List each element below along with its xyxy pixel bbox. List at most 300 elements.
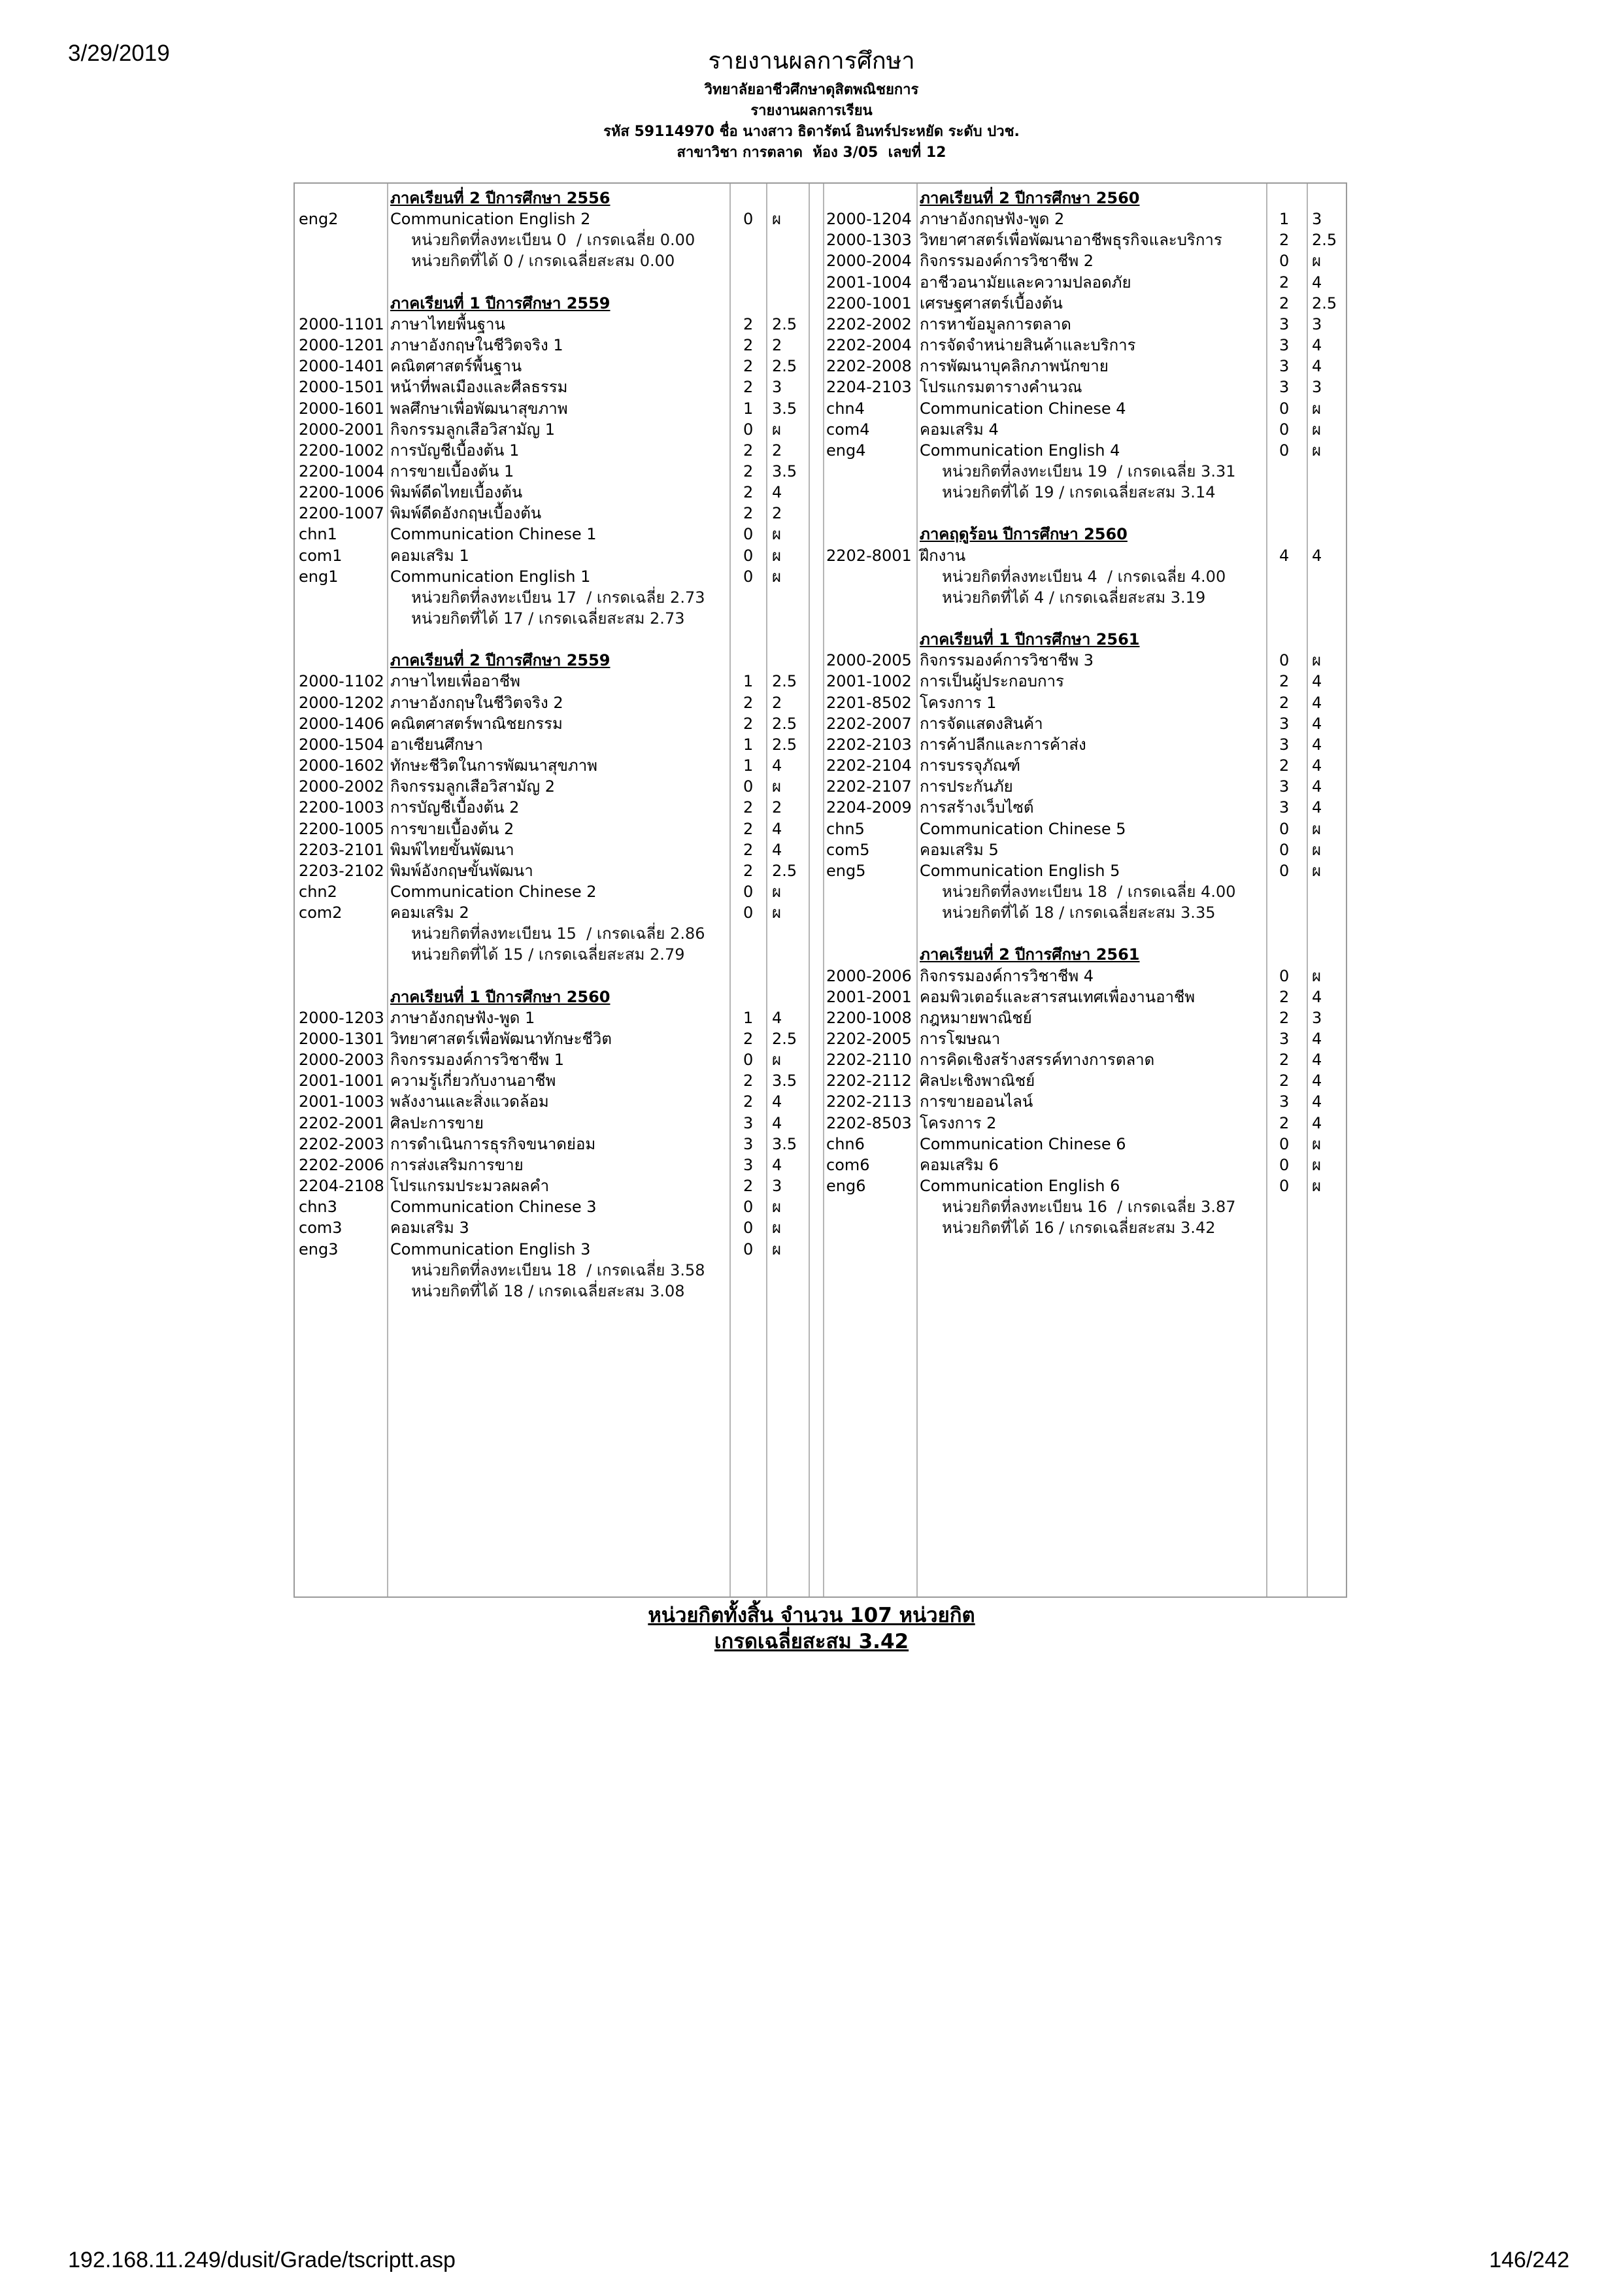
course-grade: 2 — [772, 441, 782, 460]
course-grade: ผ — [772, 210, 782, 229]
course-grade: ผ — [1312, 840, 1322, 859]
course-code: com3 — [299, 1219, 343, 1238]
column-divider — [1266, 184, 1267, 1596]
course-code: 2200-1007 — [299, 504, 384, 523]
course-grade: 2 — [772, 336, 782, 355]
course-grade: 2.5 — [772, 314, 797, 333]
semester-summary: หน่วยกิตที่ได้ 15 / เกรดเฉลี่ยสะสม 2.79 — [411, 945, 685, 964]
print-date: 3/29/2019 — [68, 41, 170, 66]
course-name: Communication Chinese 2 — [390, 882, 597, 901]
course-credit: 3 — [743, 1134, 754, 1153]
course-credit: 2 — [1279, 1072, 1290, 1090]
course-code: com2 — [299, 903, 343, 922]
course-grade: ผ — [1312, 651, 1322, 670]
course-credit: 1 — [743, 399, 754, 418]
course-grade: 4 — [1312, 273, 1322, 292]
course-name: ภาษาไทยเพื่ออาชีพ — [390, 672, 520, 691]
course-credit: 2 — [743, 462, 754, 481]
semester-heading: ภาคเรียนที่ 1 ปีการศึกษา 2559 — [390, 294, 611, 312]
course-grade: 4 — [772, 1155, 782, 1174]
course-credit: 0 — [1279, 966, 1290, 985]
course-code: com5 — [826, 840, 870, 859]
course-name: วิทยาศาสตร์เพื่อพัฒนาอาชีพธุรกิจและบริการ — [920, 231, 1222, 250]
cumulative-gpa: เกรดเฉลี่ยสะสม 3.42 — [714, 1630, 909, 1653]
course-credit: 3 — [1279, 336, 1290, 355]
course-credit: 2 — [1279, 231, 1290, 250]
course-code: 2001-1003 — [299, 1092, 384, 1111]
course-name: การพัฒนาบุคลิกภาพนักขาย — [920, 357, 1109, 376]
course-grade: ผ — [1312, 966, 1322, 985]
course-code: 2001-2001 — [826, 987, 912, 1006]
course-code: chn6 — [826, 1134, 865, 1153]
course-credit: 2 — [1279, 273, 1290, 292]
course-name: อาชีวอนามัยและความปลอดภัย — [920, 273, 1131, 292]
course-name: Communication English 5 — [920, 861, 1120, 880]
course-grade: 4 — [772, 840, 782, 859]
course-code: 2202-2112 — [826, 1072, 912, 1090]
course-grade: 3 — [1312, 1008, 1322, 1027]
semester-summary: หน่วยกิตที่ได้ 18 / เกรดเฉลี่ยสะสม 3.08 — [411, 1281, 685, 1300]
course-grade: 4 — [1312, 693, 1322, 712]
course-credit: 2 — [1279, 294, 1290, 312]
semester-heading: ภาคเรียนที่ 1 ปีการศึกษา 2561 — [920, 630, 1140, 649]
course-code: 2202-2113 — [826, 1092, 912, 1111]
course-credit: 2 — [1279, 1113, 1290, 1132]
course-code: 2202-2005 — [826, 1030, 912, 1048]
course-code: 2202-8001 — [826, 546, 912, 565]
course-code: chn1 — [299, 525, 337, 544]
course-credit: 0 — [743, 546, 754, 565]
course-credit: 2 — [743, 1092, 754, 1111]
course-grade: 4 — [1312, 735, 1322, 754]
course-name: คอมเสริม 6 — [920, 1155, 999, 1174]
semester-summary: หน่วยกิตที่ได้ 0 / เกรดเฉลี่ยสะสม 0.00 — [411, 252, 675, 271]
course-code: 2000-2001 — [299, 420, 384, 439]
semester-heading: ภาคเรียนที่ 1 ปีการศึกษา 2560 — [390, 987, 611, 1006]
course-grade: ผ — [1312, 1155, 1322, 1174]
course-code: 2001-1004 — [826, 273, 912, 292]
course-credit: 2 — [743, 336, 754, 355]
course-credit: 1 — [743, 1008, 754, 1027]
course-credit: 2 — [1279, 987, 1290, 1006]
course-credit: 3 — [1279, 1092, 1290, 1111]
course-credit: 2 — [743, 1072, 754, 1090]
course-name: คอมเสริม 5 — [920, 840, 999, 859]
semester-summary: หน่วยกิตที่ลงทะเบียน 18 / เกรดเฉลี่ย 3.58 — [411, 1260, 705, 1279]
course-grade: 2.5 — [772, 1030, 797, 1048]
course-grade: 2 — [772, 693, 782, 712]
course-credit: 0 — [743, 777, 754, 796]
course-credit: 3 — [1279, 777, 1290, 796]
course-name: การขายเบื้องต้น 1 — [390, 462, 514, 481]
column-divider — [809, 184, 810, 1596]
course-grade: 3 — [772, 378, 782, 397]
semester-summary: หน่วยกิตที่ได้ 16 / เกรดเฉลี่ยสะสม 3.42 — [942, 1219, 1216, 1238]
page-number: 146/242 — [1489, 2248, 1569, 2272]
course-code: 2001-1001 — [299, 1072, 384, 1090]
course-name: โครงการ 2 — [920, 1113, 997, 1132]
course-code: 2000-1204 — [826, 210, 912, 229]
course-code: 2001-1002 — [826, 672, 912, 691]
course-grade: 4 — [1312, 357, 1322, 376]
course-credit: 0 — [1279, 399, 1290, 418]
column-divider — [916, 184, 918, 1596]
school-name: วิทยาลัยอาชีวศึกษาดุสิตพณิชยการ — [704, 82, 919, 98]
course-name: Communication English 2 — [390, 210, 591, 229]
course-credit: 3 — [1279, 357, 1290, 376]
course-grade: 4 — [1312, 1072, 1322, 1090]
course-code: 2000-2006 — [826, 966, 912, 985]
course-credit: 2 — [743, 693, 754, 712]
course-credit: 2 — [743, 378, 754, 397]
course-code: 2000-1203 — [299, 1008, 384, 1027]
course-code: 2204-2009 — [826, 798, 912, 817]
course-grade: 4 — [772, 483, 782, 502]
column-divider — [823, 184, 824, 1596]
semester-summary: หน่วยกิตที่ลงทะเบียน 19 / เกรดเฉลี่ย 3.31 — [942, 462, 1236, 481]
course-code: 2202-2006 — [299, 1155, 384, 1174]
course-name: ฝึกงาน — [920, 546, 966, 565]
course-grade: ผ — [1312, 420, 1322, 439]
course-credit: 3 — [1279, 314, 1290, 333]
course-code: 2000-1401 — [299, 357, 384, 376]
course-name: ภาษาอังกฤษฟัง-พูด 2 — [920, 210, 1065, 229]
course-code: chn5 — [826, 819, 865, 838]
course-code: eng1 — [299, 567, 339, 586]
course-credit: 0 — [1279, 819, 1290, 838]
course-code: 2000-2003 — [299, 1051, 384, 1070]
course-credit: 0 — [1279, 1134, 1290, 1153]
course-grade: ผ — [772, 525, 782, 544]
course-grade: 4 — [1312, 1051, 1322, 1070]
course-credit: 0 — [743, 210, 754, 229]
course-name: การบัญชีเบื้องต้น 2 — [390, 798, 520, 817]
course-code: 2000-1303 — [826, 231, 912, 250]
course-name: Communication English 3 — [390, 1240, 591, 1258]
course-credit: 0 — [1279, 420, 1290, 439]
course-code: 2202-2001 — [299, 1113, 384, 1132]
semester-summary: หน่วยกิตที่ลงทะเบียน 4 / เกรดเฉลี่ย 4.00 — [942, 567, 1226, 586]
course-grade: 4 — [1312, 777, 1322, 796]
course-name: การดำเนินการธุรกิจขนาดย่อม — [390, 1134, 596, 1153]
course-grade: ผ — [1312, 861, 1322, 880]
course-credit: 2 — [1279, 1008, 1290, 1027]
course-grade: ผ — [772, 903, 782, 922]
course-code: 2200-1003 — [299, 798, 384, 817]
semester-summary: หน่วยกิตที่ลงทะเบียน 15 / เกรดเฉลี่ย 2.86 — [411, 924, 705, 943]
course-code: eng2 — [299, 210, 339, 229]
course-code: 2202-2103 — [826, 735, 912, 754]
course-grade: 3.5 — [772, 1134, 797, 1153]
course-name: หน้าที่พลเมืองและศีลธรรม — [390, 378, 568, 397]
course-name: กิจกรรมองค์การวิชาชีพ 3 — [920, 651, 1094, 670]
course-code: com1 — [299, 546, 343, 565]
course-credit: 0 — [1279, 861, 1290, 880]
course-name: คอมเสริม 4 — [920, 420, 999, 439]
course-credit: 0 — [1279, 441, 1290, 460]
course-grade: 3 — [772, 1177, 782, 1196]
course-grade: 3.5 — [772, 1072, 797, 1090]
column-divider — [1307, 184, 1308, 1596]
course-credit: 2 — [743, 714, 754, 733]
course-code: 2000-1501 — [299, 378, 384, 397]
course-credit: 0 — [1279, 1177, 1290, 1196]
course-grade: 4 — [1312, 798, 1322, 817]
course-credit: 0 — [743, 1219, 754, 1238]
course-code: 2202-2004 — [826, 336, 912, 355]
semester-summary: หน่วยกิตที่ได้ 19 / เกรดเฉลี่ยสะสม 3.14 — [942, 483, 1216, 502]
course-credit: 1 — [743, 756, 754, 775]
course-credit: 3 — [743, 1113, 754, 1132]
course-code: 2200-1006 — [299, 483, 384, 502]
program-info: สาขาวิชา การตลาด ห้อง 3/05 เลขที่ 12 — [677, 144, 946, 161]
course-code: 2000-1101 — [299, 314, 384, 333]
course-grade: 4 — [1312, 546, 1322, 565]
course-code: 2000-1601 — [299, 399, 384, 418]
course-grade: ผ — [1312, 1134, 1322, 1153]
course-code: 2202-2104 — [826, 756, 912, 775]
course-grade: ผ — [772, 1051, 782, 1070]
course-grade: 4 — [1312, 714, 1322, 733]
semester-summary: หน่วยกิตที่ได้ 17 / เกรดเฉลี่ยสะสม 2.73 — [411, 609, 685, 628]
course-credit: 3 — [743, 1155, 754, 1174]
course-credit: 2 — [743, 1030, 754, 1048]
course-name: พิมพ์ดีดไทยเบื้องต้น — [390, 483, 523, 502]
course-code: eng3 — [299, 1240, 339, 1258]
course-credit: 0 — [743, 1051, 754, 1070]
course-grade: 4 — [1312, 1092, 1322, 1111]
course-credit: 1 — [743, 672, 754, 691]
semester-summary: หน่วยกิตที่ลงทะเบียน 16 / เกรดเฉลี่ย 3.87 — [942, 1198, 1236, 1217]
course-grade: 2.5 — [772, 735, 797, 754]
print-title: รายงานผลการศึกษา — [708, 48, 915, 75]
course-credit: 0 — [743, 882, 754, 901]
course-credit: 0 — [1279, 1155, 1290, 1174]
course-name: ภาษาอังกฤษในชีวิตจริง 1 — [390, 336, 563, 355]
course-credit: 2 — [1279, 756, 1290, 775]
semester-summary: หน่วยกิตที่ได้ 18 / เกรดเฉลี่ยสะสม 3.35 — [942, 903, 1216, 922]
report-header — [0, 80, 1623, 163]
course-code: 2000-1301 — [299, 1030, 384, 1048]
course-name: การหาข้อมูลการตลาด — [920, 314, 1071, 333]
semester-heading: ภาคเรียนที่ 2 ปีการศึกษา 2560 — [920, 189, 1140, 207]
course-credit: 0 — [743, 525, 754, 544]
course-code: eng5 — [826, 861, 866, 880]
course-credit: 1 — [1279, 210, 1290, 229]
course-code: 2200-1001 — [826, 294, 912, 312]
course-name: คณิตศาสตร์พาณิชยกรรม — [390, 714, 563, 733]
course-grade: ผ — [772, 1198, 782, 1217]
course-name: ความรู้เกี่ยวกับงานอาชีพ — [390, 1072, 556, 1090]
course-name: เศรษฐศาสตร์เบื้องต้น — [920, 294, 1063, 312]
course-credit: 2 — [743, 861, 754, 880]
course-grade: 2.5 — [772, 861, 797, 880]
course-code: 2203-2101 — [299, 840, 384, 859]
course-grade: 3 — [1312, 210, 1322, 229]
course-grade: ผ — [772, 1240, 782, 1258]
semester-heading: ภาคเรียนที่ 2 ปีการศึกษา 2561 — [920, 945, 1140, 964]
course-code: 2204-2103 — [826, 378, 912, 397]
course-code: 2000-2005 — [826, 651, 912, 670]
course-credit: 2 — [743, 798, 754, 817]
course-name: การขายออนไลน์ — [920, 1092, 1033, 1111]
course-code: 2200-1005 — [299, 819, 384, 838]
course-grade: ผ — [1312, 441, 1322, 460]
course-code: 2202-2002 — [826, 314, 912, 333]
course-grade: 2.5 — [1312, 231, 1337, 250]
course-credit: 2 — [743, 483, 754, 502]
course-code: 2204-2108 — [299, 1177, 384, 1196]
course-code: 2200-1008 — [826, 1008, 912, 1027]
course-name: Communication Chinese 4 — [920, 399, 1126, 418]
course-credit: 2 — [743, 357, 754, 376]
course-name: คอมเสริม 1 — [390, 546, 469, 565]
course-credit: 0 — [1279, 840, 1290, 859]
course-code: 2000-2004 — [826, 252, 912, 271]
course-grade: 2.5 — [1312, 294, 1337, 312]
course-code: 2202-2007 — [826, 714, 912, 733]
course-grade: 4 — [772, 756, 782, 775]
course-name: พิมพ์ไทยขั้นพัฒนา — [390, 840, 514, 859]
course-grade: 3.5 — [772, 399, 797, 418]
course-credit: 0 — [743, 1198, 754, 1217]
course-grade: ผ — [772, 777, 782, 796]
course-code: com6 — [826, 1155, 870, 1174]
course-credit: 0 — [743, 903, 754, 922]
course-code: 2200-1004 — [299, 462, 384, 481]
course-grade: 4 — [1312, 1030, 1322, 1048]
grade-table — [293, 182, 1347, 1598]
course-credit: 3 — [1279, 798, 1290, 817]
course-credit: 0 — [1279, 651, 1290, 670]
course-grade: 4 — [772, 1008, 782, 1027]
course-code: eng6 — [826, 1177, 866, 1196]
course-code: com4 — [826, 420, 870, 439]
course-credit: 2 — [743, 441, 754, 460]
course-grade: 4 — [1312, 336, 1322, 355]
course-name: พลศึกษาเพื่อพัฒนาสุขภาพ — [390, 399, 568, 418]
course-code: eng4 — [826, 441, 866, 460]
course-code: 2000-1406 — [299, 714, 384, 733]
course-grade: ผ — [1312, 252, 1322, 271]
course-grade: 2.5 — [772, 714, 797, 733]
course-name: การบรรจุภัณฑ์ — [920, 756, 1020, 775]
course-grade: ผ — [772, 546, 782, 565]
course-name: กฎหมายพาณิชย์ — [920, 1008, 1032, 1027]
report-title: รายงานผลการเรียน — [750, 103, 873, 119]
course-grade: 4 — [1312, 1113, 1322, 1132]
course-grade: 2.5 — [772, 672, 797, 691]
course-code: chn3 — [299, 1198, 337, 1217]
course-name: ภาษาอังกฤษฟัง-พูด 1 — [390, 1008, 535, 1027]
course-grade: 4 — [772, 1113, 782, 1132]
course-credit: 1 — [743, 735, 754, 754]
course-name: พิมพ์ดีดอังกฤษเบื้องต้น — [390, 504, 542, 523]
course-credit: 2 — [743, 840, 754, 859]
course-name: ศิลปะการขาย — [390, 1113, 484, 1132]
course-name: โปรแกรมตารางคำนวณ — [920, 378, 1082, 397]
course-name: กิจกรรมลูกเสือวิสามัญ 1 — [390, 420, 555, 439]
course-credit: 2 — [1279, 672, 1290, 691]
course-grade: ผ — [1312, 399, 1322, 418]
column-divider — [387, 184, 388, 1596]
course-grade: ผ — [772, 882, 782, 901]
course-credit: 3 — [1279, 378, 1290, 397]
semester-heading: ภาคเรียนที่ 2 ปีการศึกษา 2559 — [390, 651, 611, 670]
course-grade: 4 — [772, 819, 782, 838]
course-grade: ผ — [772, 1219, 782, 1238]
course-credit: 4 — [1279, 546, 1290, 565]
course-name: Communication Chinese 3 — [390, 1198, 597, 1217]
course-name: อาเซียนศึกษา — [390, 735, 483, 754]
course-code: 2000-1202 — [299, 693, 384, 712]
course-credit: 3 — [1279, 714, 1290, 733]
course-credit: 3 — [1279, 735, 1290, 754]
course-name: กิจกรรมองค์การวิชาชีพ 2 — [920, 252, 1094, 271]
semester-summary: หน่วยกิตที่ลงทะเบียน 17 / เกรดเฉลี่ย 2.73 — [411, 588, 705, 607]
course-name: โครงการ 1 — [920, 693, 997, 712]
course-name: ทักษะชีวิตในการพัฒนาสุขภาพ — [390, 756, 597, 775]
course-grade: 4 — [1312, 672, 1322, 691]
course-code: 2000-1602 — [299, 756, 384, 775]
course-code: 2000-1102 — [299, 672, 384, 691]
course-grade: 3 — [1312, 378, 1322, 397]
course-name: การส่งเสริมการขาย — [390, 1155, 524, 1174]
course-name: การคิดเชิงสร้างสรรค์ทางการตลาด — [920, 1051, 1155, 1070]
course-name: การเป็นผู้ประกอบการ — [920, 672, 1064, 691]
course-credit: 3 — [1279, 1030, 1290, 1048]
course-grade: 4 — [772, 1092, 782, 1111]
course-name: Communication English 6 — [920, 1177, 1120, 1196]
course-name: การขายเบื้องต้น 2 — [390, 819, 514, 838]
course-grade: ผ — [772, 567, 782, 586]
course-name: ภาษาอังกฤษในชีวิตจริง 2 — [390, 693, 563, 712]
course-code: 2202-2008 — [826, 357, 912, 376]
course-code: 2000-1504 — [299, 735, 384, 754]
course-grade: ผ — [772, 420, 782, 439]
student-info: รหัส 59114970 ชื่อ นางสาว ธิดารัตน์ อินทร์ประหยัด ระดับ ปวช. — [603, 124, 1020, 140]
course-name: คอมพิวเตอร์และสารสนเทศเพื่องานอาชีพ — [920, 987, 1196, 1006]
course-grade: 4 — [1312, 987, 1322, 1006]
course-code: 2202-2003 — [299, 1134, 384, 1153]
course-name: Communication Chinese 1 — [390, 525, 597, 544]
course-name: วิทยาศาสตร์เพื่อพัฒนาทักษะชีวิต — [390, 1030, 612, 1048]
course-credit: 0 — [1279, 252, 1290, 271]
course-name: การจัดจำหน่ายสินค้าและบริการ — [920, 336, 1136, 355]
course-grade: 2 — [772, 798, 782, 817]
course-code: 2203-2102 — [299, 861, 384, 880]
course-name: กิจกรรมองค์การวิชาชีพ 1 — [390, 1051, 565, 1070]
column-divider — [729, 184, 731, 1596]
course-grade: 2.5 — [772, 357, 797, 376]
course-name: การโฆษณา — [920, 1030, 1001, 1048]
semester-summary: หน่วยกิตที่ลงทะเบียน 18 / เกรดเฉลี่ย 4.00 — [942, 882, 1236, 901]
course-name: Communication Chinese 6 — [920, 1134, 1126, 1153]
course-credit: 2 — [743, 819, 754, 838]
course-code: 2202-8503 — [826, 1113, 912, 1132]
course-name: พลังงานและสิ่งแวดล้อม — [390, 1092, 549, 1111]
semester-summary: หน่วยกิตที่ลงทะเบียน 0 / เกรดเฉลี่ย 0.00 — [411, 231, 695, 250]
course-code: 2202-2107 — [826, 777, 912, 796]
course-name: โปรแกรมประมวลผลคำ — [390, 1177, 550, 1196]
course-code: chn4 — [826, 399, 865, 418]
course-code: 2000-2002 — [299, 777, 384, 796]
column-divider — [766, 184, 767, 1596]
course-name: การค้าปลีกและการค้าส่ง — [920, 735, 1086, 754]
course-credit: 2 — [743, 314, 754, 333]
semester-heading: ภาคเรียนที่ 2 ปีการศึกษา 2556 — [390, 189, 611, 207]
course-name: Communication Chinese 5 — [920, 819, 1126, 838]
